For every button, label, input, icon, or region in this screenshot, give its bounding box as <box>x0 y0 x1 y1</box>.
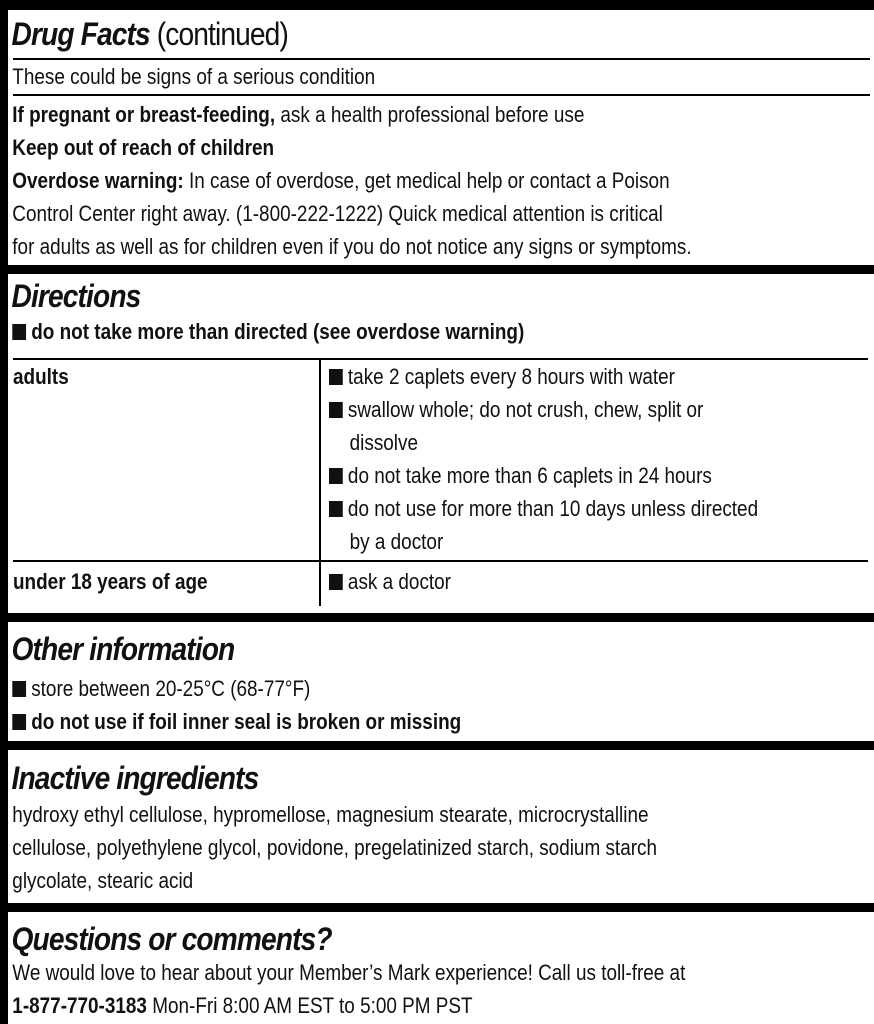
instruction-text: do not use for more than 10 days unless directed <box>347 496 759 521</box>
phone-number: 1-877-770-3183 <box>12 993 147 1018</box>
pregnant-warning <box>8 98 753 131</box>
title-text: Drug Facts <box>11 16 150 52</box>
bullet-square-icon <box>329 501 343 517</box>
group-label: adults <box>13 364 69 389</box>
directions-table <box>13 358 868 606</box>
overdose-text-2: Control Center right away. (1-800-222-1222) Quick medical attention is critical <box>12 201 663 226</box>
inactive-ingredients-section <box>8 750 874 912</box>
group-label: under 18 years of age <box>13 569 208 594</box>
overdose-warning <box>8 164 753 197</box>
instruction-continuation: dissolve <box>349 430 418 455</box>
questions-contact <box>8 989 753 1022</box>
directions-row-under-18 <box>13 560 868 606</box>
bullet-square-icon <box>329 402 343 418</box>
ingredients-line: hydroxy ethyl cellulose, hypromellose, magnesium stearate, microcrystalline <box>12 802 649 827</box>
directions-section <box>8 274 874 622</box>
bullet-square-icon <box>12 681 26 697</box>
instruction-text: ask a doctor <box>347 569 451 594</box>
overdose-label: Overdose warning: <box>12 168 184 193</box>
instruction-text: swallow whole; do not crush, chew, split or <box>347 397 704 422</box>
instruction-text: take 2 caplets every 8 hours with water <box>347 364 675 389</box>
bullet-square-icon <box>329 369 343 385</box>
bullet-square-icon <box>329 468 343 484</box>
pregnant-text: ask a health professional before use <box>280 102 585 127</box>
directions-title: Directions <box>11 278 141 314</box>
instruction-item <box>329 393 793 426</box>
other-information-section <box>8 622 874 750</box>
overdose-text-3: for adults as well as for children even if you do not notice any signs or symptoms. <box>12 234 692 259</box>
bullet-square-icon <box>12 714 26 730</box>
serious-condition-text: These could be signs of a serious condition <box>12 64 376 89</box>
questions-text: We would love to hear about your Member’s Mark experience! Call us toll-free at <box>12 960 686 985</box>
instruction-item <box>329 562 793 602</box>
directions-warning <box>8 314 753 350</box>
ingredients-line: glycolate, stearic acid <box>12 868 194 893</box>
drug-facts-title <box>8 10 770 58</box>
hours-text: Mon-Fri 8:00 AM EST to 5:00 PM PST <box>152 993 473 1018</box>
other-information-title: Other information <box>11 631 235 667</box>
bullet-square-icon <box>12 324 26 340</box>
group-cell <box>13 562 321 606</box>
instruction-text: do not take more than 6 caplets in 24 hours <box>347 463 712 488</box>
instruction-item <box>329 459 793 492</box>
instruction-item <box>329 492 793 525</box>
group-cell <box>13 360 321 560</box>
continued-label: (continued) <box>156 16 288 52</box>
questions-section <box>8 912 874 1024</box>
questions-title: Questions or comments? <box>11 921 332 957</box>
warnings-section <box>8 10 874 274</box>
directions-row-adults <box>13 360 868 560</box>
instruction-item <box>329 360 793 393</box>
divider <box>13 94 870 96</box>
info-item <box>8 705 753 738</box>
instruction-continuation: by a doctor <box>349 529 444 554</box>
ingredients-line: cellulose, polyethylene glycol, povidone, pregelatinized starch, sodium starch <box>12 835 658 860</box>
info-text: do not use if foil inner seal is broken or missing <box>31 709 462 734</box>
pregnant-label: If pregnant or breast-feeding, <box>12 102 276 127</box>
instructions-cell <box>321 562 868 606</box>
overdose-text: In case of overdose, get medical help or contact a Poison <box>188 168 670 193</box>
bullet-square-icon <box>329 574 343 590</box>
directions-warning-text: do not take more than directed (see overdose warning) <box>31 319 525 344</box>
inactive-ingredients-title: Inactive ingredients <box>11 760 259 796</box>
instructions-cell <box>321 360 868 560</box>
info-item <box>8 672 753 705</box>
keep-out-warning: Keep out of reach of children <box>12 135 275 160</box>
info-text: store between 20-25°C (68-77°F) <box>31 676 311 701</box>
